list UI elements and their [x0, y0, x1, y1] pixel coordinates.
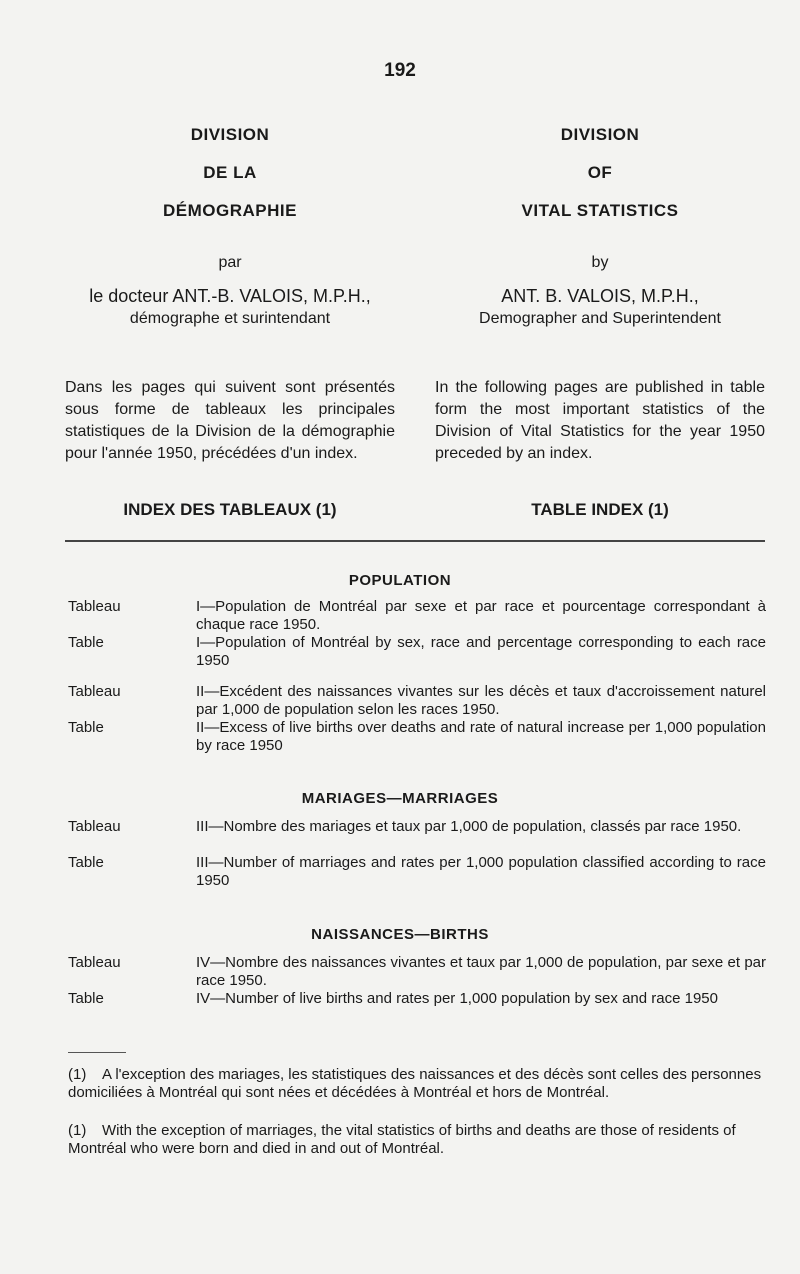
- index-entry[interactable]: [196, 818, 766, 836]
- footnote-rule: [68, 1052, 126, 1053]
- entry-label: Tableau: [68, 598, 121, 615]
- french-author-block: [65, 285, 395, 330]
- footnote-text: With the exception of marriages, the vital statistics of births and deaths are those of residents of Montréal who were born and died in and out of Montréal.: [68, 1122, 736, 1157]
- english-role: Demographer and Superintendent: [479, 310, 721, 327]
- entry-label: Table: [68, 854, 104, 871]
- english-author: ANT. B. VALOIS, M.P.H.,: [501, 286, 699, 306]
- section-title-population: POPULATION: [348, 572, 452, 589]
- entry-label: Table: [68, 719, 104, 736]
- english-intro: In the following pages are published in table form the most important statistics of the Division of Vital Statistics for the year 1950 preceded by an index.: [435, 379, 765, 462]
- divider-rule: [65, 540, 765, 542]
- entry-label: Table: [68, 634, 104, 651]
- index-entry[interactable]: [196, 990, 766, 1008]
- index-entry[interactable]: [196, 719, 766, 755]
- footnote-text: A l'exception des mariages, les statistiques des naissances et des décès sont celles des personnes domiciliées à Montréal qui sont nées et décédées à Montréal et hors de Montréal.: [68, 1066, 762, 1101]
- index-entry[interactable]: [196, 954, 766, 990]
- index-entry[interactable]: [196, 683, 766, 719]
- footnote-english: [68, 1122, 768, 1158]
- english-heading-line: VITAL STATISTICS: [521, 201, 679, 220]
- entry-label: Table: [68, 990, 104, 1007]
- french-heading-line: DÉMOGRAPHIE: [163, 201, 297, 220]
- english-heading: [435, 116, 765, 230]
- french-intro: Dans les pages qui suivent sont présentés sous forme de tableaux les principales statistiques de la Division de la démographie pour l'année 1950, précédées d'un index.: [65, 379, 395, 462]
- entry-text: IV—Number of live births and rates per 1,000 population by sex and race 1950: [196, 990, 718, 1007]
- french-heading-line: DE LA: [203, 163, 257, 182]
- section-title-births: NAISSANCES—BIRTHS: [311, 926, 489, 943]
- entry-text: IV—Nombre des naissances vivantes et taux par 1,000 de population, par sexe et par race 1950.: [196, 954, 766, 989]
- french-heading-line: DIVISION: [190, 125, 270, 144]
- index-entry[interactable]: [196, 854, 766, 890]
- footnote-mark: (1): [68, 1066, 87, 1083]
- entry-text: I—Population de Montréal par sexe et par race et pourcentage correspondant à chaque race 1950.: [196, 598, 766, 633]
- english-by: by: [591, 254, 609, 271]
- page-number: 192: [384, 60, 416, 81]
- section-title-marriages: MARIAGES—MARRIAGES: [301, 790, 499, 807]
- entry-label: Tableau: [68, 818, 121, 835]
- index-entry[interactable]: [196, 634, 766, 670]
- french-index-heading: INDEX DES TABLEAUX (1): [123, 500, 337, 519]
- entry-label: Tableau: [68, 954, 121, 971]
- french-heading: [65, 116, 395, 230]
- english-heading-line: OF: [587, 163, 613, 182]
- footnote-mark: (1): [68, 1122, 87, 1139]
- french-by: par: [218, 254, 242, 271]
- french-role: démographe et surintendant: [129, 310, 331, 327]
- english-index-heading: TABLE INDEX (1): [531, 500, 669, 519]
- entry-text: III—Nombre des mariages et taux par 1,000 de population, classés par race 1950.: [196, 818, 742, 835]
- index-entry[interactable]: [196, 598, 766, 634]
- entry-text: II—Excess of live births over deaths and rate of natural increase per 1,000 population by race 1950: [196, 719, 766, 754]
- english-heading-line: DIVISION: [560, 125, 640, 144]
- entry-text: III—Number of marriages and rates per 1,000 population classified according to race 1950: [196, 854, 766, 889]
- french-author: le docteur ANT.-B. VALOIS, M.P.H.,: [89, 286, 371, 306]
- entry-text: I—Population of Montréal by sex, race and percentage corresponding to each race 1950: [196, 634, 766, 669]
- entry-text: II—Excédent des naissances vivantes sur les décès et taux d'accroissement naturel par 1,000 de population selon les races 1950.: [196, 683, 766, 718]
- english-author-block: [435, 285, 765, 330]
- footnote-french: [68, 1066, 768, 1102]
- entry-label: Tableau: [68, 683, 121, 700]
